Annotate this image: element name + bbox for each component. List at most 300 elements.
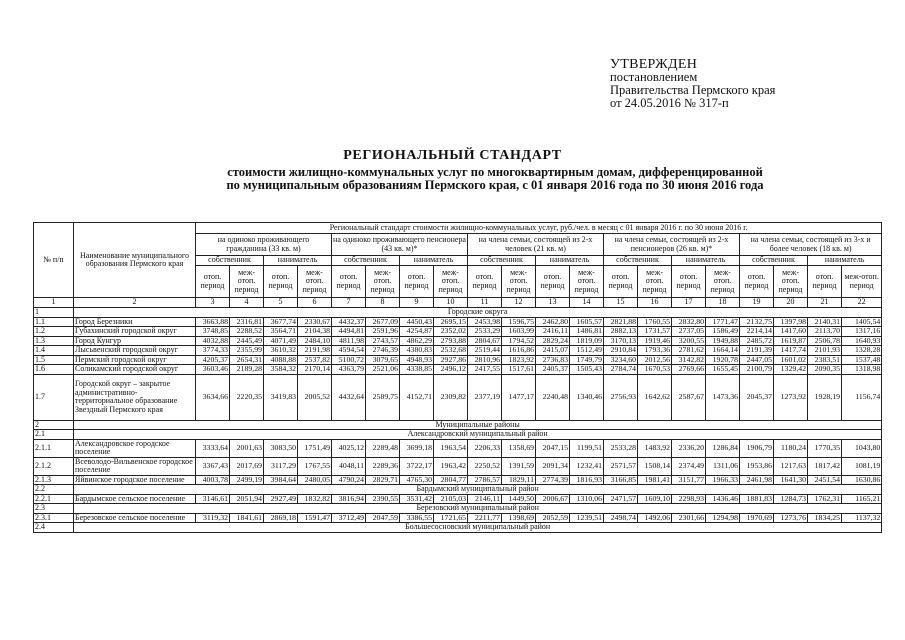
value-cell: 2869,18 [264, 513, 298, 523]
value-cell: 1199,51 [570, 439, 604, 457]
header-tenant: наниматель [536, 256, 604, 266]
header-num: № п/п [34, 223, 74, 298]
value-cell: 2910,84 [604, 346, 638, 356]
value-cell: 1328,28 [842, 346, 882, 356]
value-cell: 2104,38 [298, 327, 332, 337]
value-cell: 2017,69 [230, 457, 264, 475]
header-non-heating-period: меж-отоп. период [638, 266, 672, 298]
value-cell: 3699,18 [400, 439, 434, 457]
value-cell: 2519,44 [468, 346, 502, 356]
value-cell: 1512,49 [570, 346, 604, 356]
value-cell: 1398,69 [502, 513, 536, 523]
section-title: Большесосновский муниципальный район [74, 523, 882, 533]
value-cell: 2047,59 [366, 513, 400, 523]
value-cell: 1841,61 [230, 513, 264, 523]
value-cell: 1492,06 [638, 513, 672, 523]
header-non-heating-period: меж-отоп. период [298, 266, 332, 298]
value-cell: 2461,98 [740, 475, 774, 485]
value-cell: 2289,36 [366, 457, 400, 475]
value-cell: 2105,03 [434, 494, 468, 504]
table-row [34, 327, 882, 337]
value-cell: 2012,56 [638, 355, 672, 365]
value-cell: 4594,54 [332, 346, 366, 356]
approval-line-2: постановлением [610, 70, 698, 84]
value-cell: 2695,15 [434, 317, 468, 327]
value-cell: 2453,98 [468, 317, 502, 327]
value-cell: 1953,86 [740, 457, 774, 475]
value-cell: 2001,63 [230, 439, 264, 457]
column-number: 8 [366, 298, 400, 308]
value-cell: 4790,24 [332, 475, 366, 485]
value-cell: 1630,86 [842, 475, 882, 485]
header-heating-period: отоп. период [332, 266, 366, 298]
row-number: 1.3 [34, 336, 74, 346]
value-cell: 1906,79 [740, 439, 774, 457]
value-cell: 2471,57 [604, 494, 638, 504]
value-cell: 3634,66 [196, 374, 230, 420]
value-cell: 3234,60 [604, 355, 638, 365]
municipality-name: Лысьвенский городской округ [74, 346, 196, 356]
header-heating-period: отоп. период [468, 266, 502, 298]
value-cell: 1310,06 [570, 494, 604, 504]
value-cell: 2206,33 [468, 439, 502, 457]
value-cell: 2498,74 [604, 513, 638, 523]
value-cell: 2445,49 [230, 336, 264, 346]
column-number: 22 [842, 298, 882, 308]
value-cell: 2405,37 [536, 365, 570, 375]
column-number: 3 [196, 298, 230, 308]
value-cell: 2005,52 [298, 374, 332, 420]
value-cell: 3117,29 [264, 457, 298, 475]
value-cell: 1619,87 [774, 336, 808, 346]
value-cell: 2784,74 [604, 365, 638, 375]
value-cell: 1970,69 [740, 513, 774, 523]
value-cell: 2240,48 [536, 374, 570, 420]
approval-line-4: от 24.05.2016 № 317-п [610, 96, 729, 110]
section-title: Бардымский муниципальный район [74, 485, 882, 495]
value-cell: 2355,99 [230, 346, 264, 356]
header-owner: собственник [468, 256, 536, 266]
value-cell: 1881,83 [740, 494, 774, 504]
column-number: 12 [502, 298, 536, 308]
value-cell: 2882,13 [604, 327, 638, 337]
value-cell: 2485,72 [740, 336, 774, 346]
municipality-name: Березовское сельское поселение [74, 513, 196, 523]
subtitle-line-1: стоимости жилищно-коммунальных услуг по многоквартирным домам, дифференцированной [227, 165, 763, 179]
header-group-4: на члена семьи, состоящей из 2-х пенсионеров (26 кв. м)* [604, 234, 740, 256]
municipality-name: Городской округ – закрытое административно-территориальное образование Звездный Пермского края [74, 374, 196, 420]
header-owner: собственник [196, 256, 264, 266]
value-cell: 2189,28 [230, 365, 264, 375]
value-cell: 1642,62 [638, 374, 672, 420]
header-heating-period: отоп. период [196, 266, 230, 298]
value-cell: 2521,06 [366, 365, 400, 375]
value-cell: 3079,65 [366, 355, 400, 365]
value-cell: 3748,85 [196, 327, 230, 337]
value-cell: 2298,93 [672, 494, 706, 504]
value-cell: 2113,70 [808, 327, 842, 337]
value-cell: 3984,64 [264, 475, 298, 485]
value-cell: 2829,71 [366, 475, 400, 485]
value-cell: 2786,57 [468, 475, 502, 485]
municipality-name: Губахинский городской округ [74, 327, 196, 337]
section-title: Березовский муниципальный район [74, 504, 882, 514]
value-cell: 2417,55 [468, 365, 502, 375]
section-row [34, 523, 882, 533]
value-cell: 2052,59 [536, 513, 570, 523]
value-cell: 2170,14 [298, 365, 332, 375]
value-cell: 1081,19 [842, 457, 882, 475]
value-cell: 2047,15 [536, 439, 570, 457]
value-cell: 3166,85 [604, 475, 638, 485]
value-cell: 4205,37 [196, 355, 230, 365]
row-number: 2.4 [34, 523, 74, 533]
value-cell: 3083,50 [264, 439, 298, 457]
value-cell: 2532,68 [434, 346, 468, 356]
header-tenant: наниматель [672, 256, 740, 266]
column-number: 6 [298, 298, 332, 308]
value-cell: 2533,28 [604, 439, 638, 457]
header-group-5: на члена семьи, состоящей из 3-х и более человек (18 кв. м) [740, 234, 882, 256]
value-cell: 2533,29 [468, 327, 502, 337]
value-cell: 2537,82 [298, 355, 332, 365]
value-cell: 2301,66 [672, 513, 706, 523]
row-number: 2.1.2 [34, 457, 74, 475]
value-cell: 2587,67 [672, 374, 706, 420]
value-cell: 1794,52 [502, 336, 536, 346]
value-cell: 3584,32 [264, 365, 298, 375]
row-number: 2.1 [34, 430, 74, 440]
value-cell: 1391,59 [502, 457, 536, 475]
value-cell: 1586,49 [706, 327, 740, 337]
section-row [34, 504, 882, 514]
column-number: 20 [774, 298, 808, 308]
value-cell: 1770,35 [808, 439, 842, 457]
value-cell: 4765,30 [400, 475, 434, 485]
value-cell: 3142,82 [672, 355, 706, 365]
section-row [34, 308, 882, 318]
municipality-name: Александровское городское поселение [74, 439, 196, 457]
column-number: 11 [468, 298, 502, 308]
value-cell: 2220,35 [230, 374, 264, 420]
value-cell: 2214,14 [740, 327, 774, 337]
value-cell: 2451,54 [808, 475, 842, 485]
header-heating-period: отоп. период [536, 266, 570, 298]
row-number: 1.6 [34, 365, 74, 375]
row-number: 2.3 [34, 504, 74, 514]
value-cell: 1180,24 [774, 439, 808, 457]
value-cell: 3367,43 [196, 457, 230, 475]
municipality-name: Соликамский городской округ [74, 365, 196, 375]
header-owner: собственник [604, 256, 672, 266]
value-cell: 4254,87 [400, 327, 434, 337]
value-cell: 2090,35 [808, 365, 842, 375]
value-cell: 2484,10 [298, 336, 332, 346]
value-cell: 1340,46 [570, 374, 604, 420]
value-cell: 4071,49 [264, 336, 298, 346]
value-cell: 4363,79 [332, 365, 366, 375]
column-number: 4 [230, 298, 264, 308]
row-number: 1.1 [34, 317, 74, 327]
table-row [34, 513, 882, 523]
value-cell: 1655,45 [706, 365, 740, 375]
header-owner: собственник [332, 256, 400, 266]
value-cell: 1981,41 [638, 475, 672, 485]
header-tenant: наниматель [808, 256, 882, 266]
value-cell: 1537,48 [842, 355, 882, 365]
value-cell: 1318,98 [842, 365, 882, 375]
table-row [34, 317, 882, 327]
value-cell: 3200,55 [672, 336, 706, 346]
value-cell: 1963,54 [434, 439, 468, 457]
value-cell: 2810,96 [468, 355, 502, 365]
value-cell: 1670,53 [638, 365, 672, 375]
approval-line-3: Правительства Пермского края [610, 83, 776, 97]
header-non-heating-period: меж-отоп. период [502, 266, 536, 298]
value-cell: 1417,60 [774, 327, 808, 337]
value-cell: 4380,83 [400, 346, 434, 356]
column-number: 18 [706, 298, 740, 308]
value-cell: 1477,17 [502, 374, 536, 420]
value-cell: 1217,63 [774, 457, 808, 475]
header-group-3: на члена семьи, состоящей из 2-х человек (21 кв. м) [468, 234, 604, 256]
value-cell: 3603,46 [196, 365, 230, 375]
section-title: Муниципальные районы [74, 420, 882, 430]
value-cell: 1609,10 [638, 494, 672, 504]
value-cell: 1762,31 [808, 494, 842, 504]
value-cell: 2250,52 [468, 457, 502, 475]
value-cell: 2377,19 [468, 374, 502, 420]
value-cell: 2571,57 [604, 457, 638, 475]
value-cell: 2832,80 [672, 317, 706, 327]
column-number: 5 [264, 298, 298, 308]
value-cell: 1294,98 [706, 513, 740, 523]
value-cell: 1417,74 [774, 346, 808, 356]
value-cell: 3663,88 [196, 317, 230, 327]
row-number: 2.1.1 [34, 439, 74, 457]
value-cell: 5100,72 [332, 355, 366, 365]
header-heating-period: отоп. период [400, 266, 434, 298]
value-cell: 1436,46 [706, 494, 740, 504]
value-cell: 3386,55 [400, 513, 434, 523]
column-number: 17 [672, 298, 706, 308]
value-cell: 3119,32 [196, 513, 230, 523]
value-cell: 1273,92 [774, 374, 808, 420]
subtitle-line-2: по муниципальным образованиям Пермского края, с 01 января 2016 года по 30 июня 2016 года [226, 178, 764, 192]
value-cell: 1449,50 [502, 494, 536, 504]
row-number: 1.2 [34, 327, 74, 337]
value-cell: 1508,14 [638, 457, 672, 475]
value-cell: 2736,83 [536, 355, 570, 365]
value-cell: 2132,75 [740, 317, 774, 327]
table-row [34, 439, 882, 457]
header-non-heating-period: меж-отоп. период [774, 266, 808, 298]
table-row [34, 355, 882, 365]
value-cell: 3531,42 [400, 494, 434, 504]
header-group-1: на одиноко проживающего гражданина (33 кв. м) [196, 234, 332, 256]
section-row [34, 430, 882, 440]
value-cell: 3333,64 [196, 439, 230, 457]
value-cell: 2352,02 [434, 327, 468, 337]
column-number: 9 [400, 298, 434, 308]
value-cell: 3151,77 [672, 475, 706, 485]
value-cell: 1834,25 [808, 513, 842, 523]
value-cell: 3722,17 [400, 457, 434, 475]
value-cell: 2496,12 [434, 365, 468, 375]
value-cell: 4450,43 [400, 317, 434, 327]
value-cell: 2140,31 [808, 317, 842, 327]
value-cell: 2416,11 [536, 327, 570, 337]
value-cell: 2804,77 [434, 475, 468, 485]
row-number: 2.2.1 [34, 494, 74, 504]
value-cell: 1829,11 [502, 475, 536, 485]
value-cell: 3146,61 [196, 494, 230, 504]
header-heating-period: отоп. период [264, 266, 298, 298]
value-cell: 4432,64 [332, 374, 366, 420]
header-heating-period: отоп. период [740, 266, 774, 298]
municipality-name: Бардымское сельское поселение [74, 494, 196, 504]
value-cell: 4088,88 [264, 355, 298, 365]
value-cell: 2829,24 [536, 336, 570, 346]
value-cell: 2781,62 [672, 346, 706, 356]
header-tenant: наниматель [264, 256, 332, 266]
value-cell: 1963,42 [434, 457, 468, 475]
value-cell: 2927,49 [264, 494, 298, 504]
value-cell: 1605,57 [570, 317, 604, 327]
value-cell: 1486,81 [570, 327, 604, 337]
value-cell: 2051,94 [230, 494, 264, 504]
column-number: 7 [332, 298, 366, 308]
municipality-name: Город Березники [74, 317, 196, 327]
value-cell: 3774,33 [196, 346, 230, 356]
value-cell: 4338,85 [400, 365, 434, 375]
section-row [34, 420, 882, 430]
table-row [34, 374, 882, 420]
value-cell: 2804,67 [468, 336, 502, 346]
value-cell: 2499,19 [230, 475, 264, 485]
value-cell: 1483,92 [638, 439, 672, 457]
header-owner: собственник [740, 256, 808, 266]
value-cell: 1603,99 [502, 327, 536, 337]
header-non-heating-period: меж-отоп. период [434, 266, 468, 298]
value-cell: 2480,05 [298, 475, 332, 485]
value-cell: 1284,73 [774, 494, 808, 504]
value-cell: 1823,92 [502, 355, 536, 365]
value-cell: 1616,86 [502, 346, 536, 356]
value-cell: 4432,37 [332, 317, 366, 327]
value-cell: 1311,06 [706, 457, 740, 475]
value-cell: 2211,77 [468, 513, 502, 523]
value-cell: 1664,14 [706, 346, 740, 356]
value-cell: 2591,96 [366, 327, 400, 337]
value-cell: 1232,41 [570, 457, 604, 475]
header-tenant: наниматель [400, 256, 468, 266]
value-cell: 2390,55 [366, 494, 400, 504]
header-heating-period: отоп. период [672, 266, 706, 298]
value-cell: 2756,93 [604, 374, 638, 420]
table-row [34, 457, 882, 475]
row-number: 2.1.3 [34, 475, 74, 485]
value-cell: 2462,80 [536, 317, 570, 327]
value-cell: 4152,71 [400, 374, 434, 420]
value-cell: 1358,69 [502, 439, 536, 457]
header-heating-period: отоп. период [604, 266, 638, 298]
table-row [34, 494, 882, 504]
row-number: 2.2 [34, 485, 74, 495]
value-cell: 2506,78 [808, 336, 842, 346]
column-number: 10 [434, 298, 468, 308]
value-cell: 2191,98 [298, 346, 332, 356]
value-cell: 2288,52 [230, 327, 264, 337]
value-cell: 2774,39 [536, 475, 570, 485]
value-cell: 2415,07 [536, 346, 570, 356]
table-row [34, 346, 882, 356]
value-cell: 1043,80 [842, 439, 882, 457]
value-cell: 1832,82 [298, 494, 332, 504]
value-cell: 1137,32 [842, 513, 882, 523]
value-cell: 2654,31 [230, 355, 264, 365]
value-cell: 1505,43 [570, 365, 604, 375]
value-cell: 1286,84 [706, 439, 740, 457]
value-cell: 2330,67 [298, 317, 332, 327]
value-cell: 2100,79 [740, 365, 774, 375]
municipality-name: Яйвинское городское поселение [74, 475, 196, 485]
row-number: 1.7 [34, 374, 74, 420]
value-cell: 1273,76 [774, 513, 808, 523]
value-cell: 3170,13 [604, 336, 638, 346]
header-non-heating-period: меж-отоп. период [706, 266, 740, 298]
row-number: 1 [34, 308, 74, 318]
value-cell: 2101,93 [808, 346, 842, 356]
value-cell: 1817,42 [808, 457, 842, 475]
header-main: Региональный стандарт стоимости жилищно-коммунальных услуг, руб./чел. в месяц с 01 января 2016 г. по 30 июня 2016 г. [196, 223, 882, 234]
value-cell: 4948,93 [400, 355, 434, 365]
column-number: 14 [570, 298, 604, 308]
approval-line-1: УТВЕРЖДЕН [610, 57, 698, 72]
value-cell: 1156,74 [842, 374, 882, 420]
approval-stamp [610, 58, 775, 110]
value-cell: 1591,47 [298, 513, 332, 523]
value-cell: 2289,48 [366, 439, 400, 457]
value-cell: 2336,20 [672, 439, 706, 457]
value-cell: 1919,46 [638, 336, 672, 346]
value-cell: 1767,55 [298, 457, 332, 475]
header-group-2: на одиноко проживающего пенсионера (43 кв. м)* [332, 234, 468, 256]
value-cell: 1760,55 [638, 317, 672, 327]
value-cell: 2793,88 [434, 336, 468, 346]
value-cell: 1640,93 [842, 336, 882, 346]
header-name: Наименование муниципального образования Пермского края [74, 223, 196, 298]
value-cell: 2746,39 [366, 346, 400, 356]
value-cell: 3712,49 [332, 513, 366, 523]
table-row [34, 365, 882, 375]
value-cell: 3610,32 [264, 346, 298, 356]
value-cell: 3419,83 [264, 374, 298, 420]
section-title: Городские округа [74, 308, 882, 318]
value-cell: 1749,79 [570, 355, 604, 365]
column-number: 21 [808, 298, 842, 308]
value-cell: 4811,98 [332, 336, 366, 346]
value-cell: 1751,49 [298, 439, 332, 457]
value-cell: 2045,37 [740, 374, 774, 420]
value-cell: 1816,93 [570, 475, 604, 485]
value-cell: 2383,51 [808, 355, 842, 365]
column-number: 15 [604, 298, 638, 308]
value-cell: 2191,39 [740, 346, 774, 356]
standard-table [33, 222, 882, 533]
value-cell: 2769,66 [672, 365, 706, 375]
header-non-heating-period: меж-отоп. период [570, 266, 604, 298]
